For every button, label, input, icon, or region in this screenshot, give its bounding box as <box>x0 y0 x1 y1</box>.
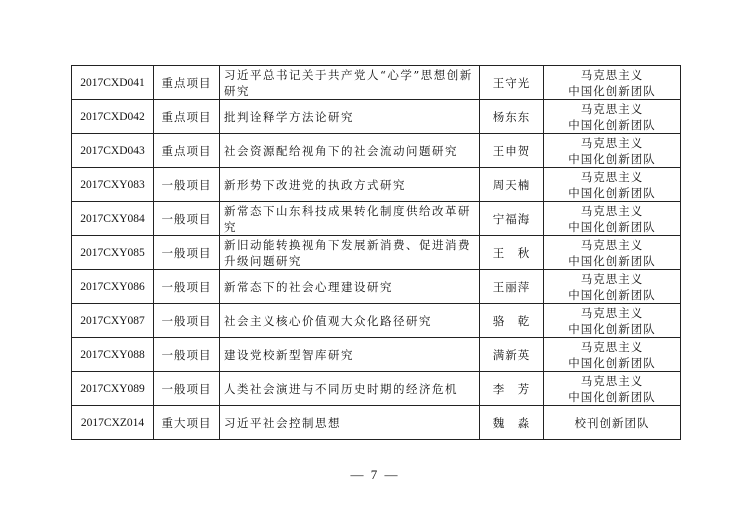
project-leader-cell: 魏 淼 <box>480 406 544 440</box>
table-row <box>72 406 681 440</box>
project-leader-cell: 周天楠 <box>480 168 544 202</box>
table-row <box>72 202 681 236</box>
project-title-cell: 新旧动能转换视角下发展新消费、促进消费升级问题研究 <box>220 236 480 270</box>
table-row <box>72 372 681 406</box>
project-title-cell: 批判诠释学方法论研究 <box>220 100 480 134</box>
project-type-cell: 重点项目 <box>154 66 220 100</box>
project-type-cell: 一般项目 <box>154 338 220 372</box>
project-team-cell <box>544 372 681 406</box>
project-type-cell: 一般项目 <box>154 372 220 406</box>
project-leader-cell: 宁福海 <box>480 202 544 236</box>
team-name-line: 马克思主义 <box>580 305 644 320</box>
team-name-line: 马克思主义 <box>580 203 644 218</box>
project-code-cell: 2017CXY086 <box>72 270 154 304</box>
team-name-line: 马克思主义 <box>580 101 644 116</box>
project-title-cell: 建设党校新型智库研究 <box>220 338 480 372</box>
page-number: — 7 — <box>350 467 400 482</box>
project-title-cell: 习近平总书记关于共产党人“心学”思想创新研究 <box>220 66 480 100</box>
team-name-line: 中国化创新团队 <box>568 117 656 132</box>
table-row <box>72 100 681 134</box>
project-code-cell: 2017CXD043 <box>72 134 154 168</box>
team-name-line: 校刊创新团队 <box>574 415 650 430</box>
team-name-line: 中国化创新团队 <box>568 219 656 234</box>
project-leader-cell: 骆 乾 <box>480 304 544 338</box>
project-leader-cell: 王 秋 <box>480 236 544 270</box>
team-name-line: 马克思主义 <box>580 135 644 150</box>
project-title-cell: 新形势下改进党的执政方式研究 <box>220 168 480 202</box>
project-title-cell: 人类社会演进与不同历史时期的经济危机 <box>220 372 480 406</box>
project-team-cell <box>544 134 681 168</box>
projects-table <box>71 65 681 440</box>
project-type-cell: 重大项目 <box>154 406 220 440</box>
project-team-cell <box>544 338 681 372</box>
team-name-line: 中国化创新团队 <box>568 287 656 302</box>
project-type-cell: 一般项目 <box>154 236 220 270</box>
table-row <box>72 270 681 304</box>
team-name-line: 马克思主义 <box>580 237 644 252</box>
project-team-cell <box>544 304 681 338</box>
team-name-line: 马克思主义 <box>580 67 644 82</box>
table-row <box>72 338 681 372</box>
project-code-cell: 2017CXY083 <box>72 168 154 202</box>
project-team-cell <box>544 406 681 440</box>
team-name-line: 马克思主义 <box>580 373 644 388</box>
project-code-cell: 2017CXY087 <box>72 304 154 338</box>
team-name-line: 中国化创新团队 <box>568 151 656 166</box>
project-type-cell: 重点项目 <box>154 134 220 168</box>
team-name-line: 马克思主义 <box>580 339 644 354</box>
project-code-cell: 2017CXD042 <box>72 100 154 134</box>
table-row <box>72 168 681 202</box>
project-code-cell: 2017CXY084 <box>72 202 154 236</box>
project-code-cell: 2017CXY085 <box>72 236 154 270</box>
project-team-cell <box>544 100 681 134</box>
project-title-cell: 新常态下的社会心理建设研究 <box>220 270 480 304</box>
team-name-line: 马克思主义 <box>580 169 644 184</box>
project-type-cell: 一般项目 <box>154 202 220 236</box>
project-team-cell <box>544 66 681 100</box>
project-type-cell: 重点项目 <box>154 100 220 134</box>
project-leader-cell: 王丽萍 <box>480 270 544 304</box>
project-leader-cell: 杨东东 <box>480 100 544 134</box>
project-code-cell: 2017CXY089 <box>72 372 154 406</box>
team-name-line: 中国化创新团队 <box>568 253 656 268</box>
project-leader-cell: 李 芳 <box>480 372 544 406</box>
project-type-cell: 一般项目 <box>154 270 220 304</box>
project-leader-cell: 满新英 <box>480 338 544 372</box>
project-code-cell: 2017CXZ014 <box>72 406 154 440</box>
team-name-line: 中国化创新团队 <box>568 321 656 336</box>
project-team-cell <box>544 202 681 236</box>
projects-table-body <box>72 66 681 440</box>
team-name-line: 马克思主义 <box>580 271 644 286</box>
team-name-line: 中国化创新团队 <box>568 389 656 404</box>
table-row <box>72 304 681 338</box>
table-row <box>72 66 681 100</box>
project-team-cell <box>544 270 681 304</box>
project-title-cell: 新常态下山东科技成果转化制度供给改革研究 <box>220 202 480 236</box>
project-code-cell: 2017CXY088 <box>72 338 154 372</box>
project-code-cell: 2017CXD041 <box>72 66 154 100</box>
project-team-cell <box>544 236 681 270</box>
project-title-cell: 社会主义核心价值观大众化路径研究 <box>220 304 480 338</box>
project-team-cell <box>544 168 681 202</box>
team-name-line: 中国化创新团队 <box>568 185 656 200</box>
team-name-line: 中国化创新团队 <box>568 83 656 98</box>
table-row <box>72 236 681 270</box>
project-leader-cell: 王申贺 <box>480 134 544 168</box>
table-row <box>72 134 681 168</box>
project-type-cell: 一般项目 <box>154 168 220 202</box>
project-title-cell: 社会资源配给视角下的社会流动问题研究 <box>220 134 480 168</box>
project-title-cell: 习近平社会控制思想 <box>220 406 480 440</box>
project-leader-cell: 王守光 <box>480 66 544 100</box>
team-name-line: 中国化创新团队 <box>568 355 656 370</box>
project-type-cell: 一般项目 <box>154 304 220 338</box>
